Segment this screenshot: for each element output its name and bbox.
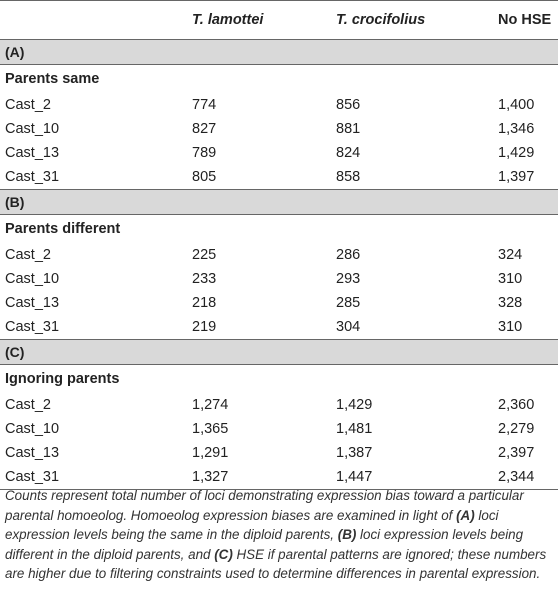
cell-crocifolius: 1,447 (336, 469, 373, 485)
cell-no-hse: 328 (498, 295, 523, 311)
cell-crocifolius: 285 (336, 295, 361, 311)
cell-crocifolius: 286 (336, 247, 361, 263)
row-name: Cast_31 (5, 319, 60, 335)
cell-no-hse: 2,344 (498, 469, 535, 485)
section-band-a (0, 39, 558, 65)
cell-lamottei: 233 (192, 271, 217, 287)
subheading-text: Ignoring parents (5, 371, 120, 387)
table-footnote (5, 486, 558, 584)
cell-lamottei: 219 (192, 319, 217, 335)
cell-crocifolius: 1,481 (336, 421, 373, 437)
section-label: (A) (5, 44, 25, 60)
row-name: Cast_10 (5, 121, 60, 137)
table-row (0, 417, 558, 441)
section-band-c (0, 339, 558, 365)
cell-crocifolius: 858 (336, 169, 361, 185)
section-band-b (0, 189, 558, 215)
footnote-text: HSE if parental patterns are ignored; these numbers are higher due to filtering constraints used to determine differences in parental expression. (5, 546, 547, 582)
cell-crocifolius: 824 (336, 145, 361, 161)
cell-lamottei: 789 (192, 145, 217, 161)
table-row (0, 441, 558, 465)
cell-no-hse: 2,397 (498, 445, 535, 461)
footnote-ref-c: (C) (214, 546, 233, 562)
header-t-crocifolius: T. crocifolius (336, 12, 426, 28)
cell-no-hse: 324 (498, 247, 523, 263)
cell-no-hse: 1,400 (498, 97, 535, 113)
cell-lamottei: 805 (192, 169, 217, 185)
row-name: Cast_2 (5, 247, 51, 263)
footnote-text: loci expression levels being different in the diploid parents, and (5, 527, 524, 562)
cell-lamottei: 827 (192, 121, 217, 137)
table-row (0, 291, 558, 315)
row-name: Cast_31 (5, 469, 60, 485)
row-name: Cast_31 (5, 169, 60, 185)
footnote-ref-a: (A) (456, 507, 475, 523)
cell-no-hse: 310 (498, 319, 523, 335)
table-row (0, 93, 558, 117)
table-header-row (0, 0, 558, 39)
cell-lamottei: 218 (192, 295, 217, 311)
footnote-text: loci expression levels being the same in the diploid parents, (5, 507, 499, 543)
cell-lamottei: 1,365 (192, 421, 229, 437)
table-row (0, 117, 558, 141)
row-name: Cast_13 (5, 445, 60, 461)
cell-crocifolius: 304 (336, 319, 361, 335)
cell-crocifolius: 881 (336, 121, 361, 137)
cell-crocifolius: 856 (336, 97, 361, 113)
table-row (0, 315, 558, 339)
subheading-text: Parents different (5, 221, 121, 237)
section-subheading (0, 215, 558, 243)
row-name: Cast_10 (5, 271, 60, 287)
cell-lamottei: 1,291 (192, 445, 229, 461)
header-t-lamottei: T. lamottei (192, 12, 264, 28)
cell-no-hse: 1,429 (498, 145, 535, 161)
footnote-text: Counts represent total number of loci demonstrating expression bias toward a particular parental homoeolog. Homoeolog expression biases are examined in light of (5, 488, 524, 523)
cell-lamottei: 225 (192, 247, 217, 263)
cell-crocifolius: 293 (336, 271, 361, 287)
row-name: Cast_2 (5, 97, 51, 113)
section-subheading (0, 365, 558, 393)
cell-no-hse: 2,279 (498, 421, 535, 437)
table-row (0, 165, 558, 189)
cell-lamottei: 1,327 (192, 469, 229, 485)
cell-lamottei: 1,274 (192, 397, 229, 413)
cell-no-hse: 1,397 (498, 169, 535, 185)
row-name: Cast_13 (5, 295, 60, 311)
section-subheading (0, 65, 558, 93)
table-row (0, 141, 558, 165)
cell-crocifolius: 1,429 (336, 397, 373, 413)
row-name: Cast_13 (5, 145, 60, 161)
cell-crocifolius: 1,387 (336, 445, 373, 461)
section-label: (C) (5, 344, 25, 360)
row-name: Cast_2 (5, 397, 51, 413)
cell-no-hse: 2,360 (498, 397, 535, 413)
cell-no-hse: 310 (498, 271, 523, 287)
section-label: (B) (5, 194, 25, 210)
table-row (0, 267, 558, 291)
cell-lamottei: 774 (192, 97, 217, 113)
table-row (0, 243, 558, 267)
table-row (0, 393, 558, 417)
header-no-hse: No HSE (498, 12, 552, 28)
row-name: Cast_10 (5, 421, 60, 437)
cell-no-hse: 1,346 (498, 121, 535, 137)
footnote-ref-b: (B) (337, 527, 357, 543)
subheading-text: Parents same (5, 71, 100, 87)
